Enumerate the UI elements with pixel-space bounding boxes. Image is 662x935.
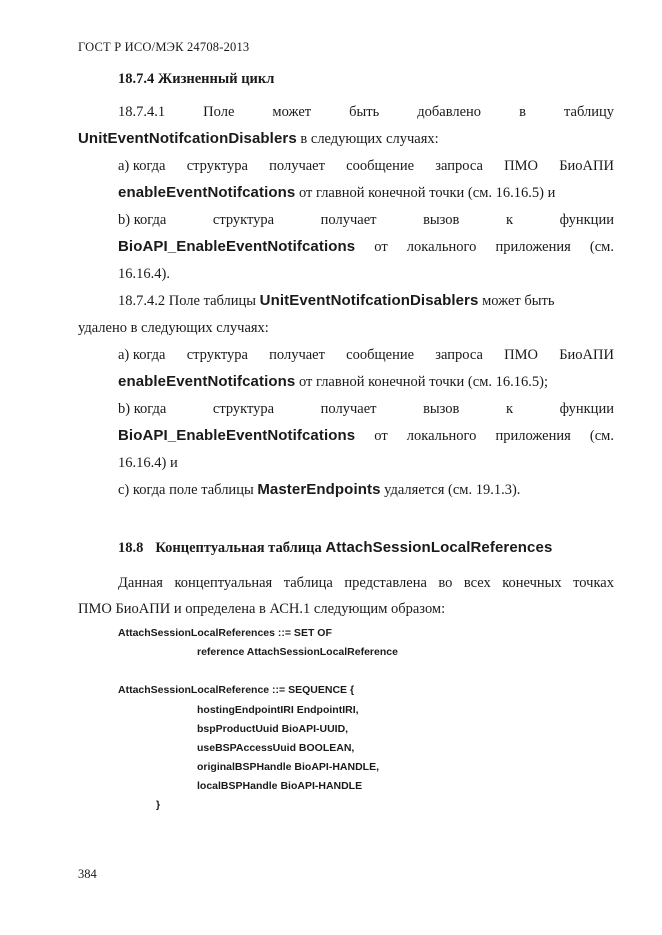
message-name: enableEventNotifcations	[118, 184, 296, 201]
section-heading-18-8	[118, 539, 552, 557]
word: Поле	[203, 104, 235, 120]
word: представлена	[344, 575, 427, 591]
text: удаляется (см. 19.1.3).	[380, 482, 521, 498]
list-item-b2-line3: 16.16.4) и	[118, 455, 178, 471]
word: структура	[186, 158, 248, 174]
text: c) когда поле таблицы	[118, 482, 258, 498]
table-name: UnitEventNotifcationDisablers	[259, 292, 479, 309]
word: всех	[463, 575, 491, 591]
page-header: ГОСТ Р ИСО/МЭК 24708-2013	[78, 40, 250, 54]
word: запроса	[435, 347, 483, 363]
section-title: Концептуальная таблица	[155, 540, 326, 556]
word: от	[374, 428, 388, 444]
section-heading-18-7-4: 18.7.4 Жизненный цикл	[118, 71, 275, 87]
word: (см.	[589, 239, 614, 255]
word: БиоАПИ	[559, 347, 614, 363]
list-item-c2	[118, 480, 614, 500]
code-line-7: originalBSPHandle BioAPI-HANDLE,	[197, 761, 380, 773]
table-name: UnitEventNotifcationDisablers	[78, 130, 297, 147]
word: 18.7.4.1	[118, 104, 166, 120]
word: b) когда	[118, 401, 167, 417]
list-item-a2-line2	[118, 372, 614, 392]
function-name: BioAPI_EnableEventNotifcations	[118, 238, 356, 255]
code-line-5: bspProductUuid BioAPI-UUID,	[197, 723, 349, 735]
word: b) когда	[118, 212, 167, 228]
list-item-b2-line2	[118, 426, 614, 446]
paragraph-18-7-4-1-line1	[118, 102, 614, 122]
word: конечных	[502, 575, 562, 591]
word: быть	[349, 104, 380, 120]
word: от	[374, 239, 388, 255]
text: от главной конечной точки (см. 16.16.5) и	[295, 185, 556, 201]
paragraph-18-7-4-2-line2: удалено в следующих случаях:	[78, 320, 269, 336]
word: БиоАПИ	[559, 158, 614, 174]
word: локального	[406, 239, 477, 255]
section-number: 18.8	[118, 540, 144, 556]
code-line-9: }	[156, 799, 161, 811]
text: 18.7.4.2 Поле таблицы	[118, 293, 260, 309]
list-item-a2-line1	[118, 345, 614, 365]
word: ПМО	[504, 347, 538, 363]
code-line-2: reference AttachSessionLocalReference	[197, 646, 398, 658]
word: получает	[320, 212, 377, 228]
code-line-8: localBSPHandle BioAPI-HANDLE	[197, 780, 363, 792]
code-line-1: AttachSessionLocalReferences ::= SET OF	[118, 627, 332, 639]
code-line-6: useBSPAccessUuid BOOLEAN,	[197, 742, 355, 754]
word: сообщение	[346, 347, 415, 363]
word: получает	[269, 158, 325, 174]
intro-line1	[118, 573, 614, 593]
function-name: BioAPI_EnableEventNotifcations	[118, 427, 356, 444]
word: в	[519, 104, 526, 120]
paragraph-18-7-4-2-line1	[118, 291, 614, 311]
list-item-b2-line1	[118, 399, 614, 419]
list-item-b1-line2	[118, 237, 614, 257]
word: вызов	[423, 401, 460, 417]
word: вызов	[423, 212, 460, 228]
word: функции	[559, 401, 614, 417]
page-number: 384	[78, 867, 97, 881]
word: a) когда	[118, 347, 166, 363]
text: от главной конечной точки (см. 16.16.5);	[295, 374, 548, 390]
message-name: enableEventNotifcations	[118, 373, 296, 390]
list-item-a1-line1	[118, 156, 614, 176]
text: может быть	[478, 293, 555, 309]
paragraph-18-7-4-1-line2	[78, 129, 614, 149]
word: добавлено	[417, 104, 482, 120]
section-title-code: AttachSessionLocalReferences	[325, 539, 553, 556]
word: структура	[186, 347, 248, 363]
word: к	[505, 212, 514, 228]
intro-line2: ПМО БиоАПИ и определена в АСН.1 следующим образом:	[78, 601, 446, 617]
word: таблицу	[564, 104, 614, 120]
code-line-4: hostingEndpointIRI EndpointIRI,	[197, 704, 359, 716]
word: a) когда	[118, 158, 166, 174]
word: (см.	[589, 428, 614, 444]
text: в следующих случаях:	[296, 131, 439, 147]
word: получает	[269, 347, 325, 363]
word: точках	[573, 575, 614, 591]
word: структура	[212, 401, 275, 417]
word: Данная	[118, 575, 163, 591]
word: приложения	[495, 239, 571, 255]
word: во	[438, 575, 453, 591]
word: функции	[559, 212, 614, 228]
word: сообщение	[346, 158, 415, 174]
word: приложения	[495, 428, 571, 444]
list-item-b1-line1	[118, 210, 614, 230]
table-name: MasterEndpoints	[257, 481, 381, 498]
word: концептуальная	[174, 575, 273, 591]
word: таблица	[283, 575, 333, 591]
code-line-3: AttachSessionLocalReference ::= SEQUENCE {	[118, 684, 355, 696]
list-item-a1-line2	[118, 183, 614, 203]
list-item-b1-line3: 16.16.4).	[118, 266, 170, 282]
word: получает	[320, 401, 377, 417]
word: к	[505, 401, 514, 417]
word: запроса	[435, 158, 483, 174]
word: может	[272, 104, 312, 120]
word: структура	[212, 212, 275, 228]
word: ПМО	[504, 158, 538, 174]
word: локального	[406, 428, 477, 444]
